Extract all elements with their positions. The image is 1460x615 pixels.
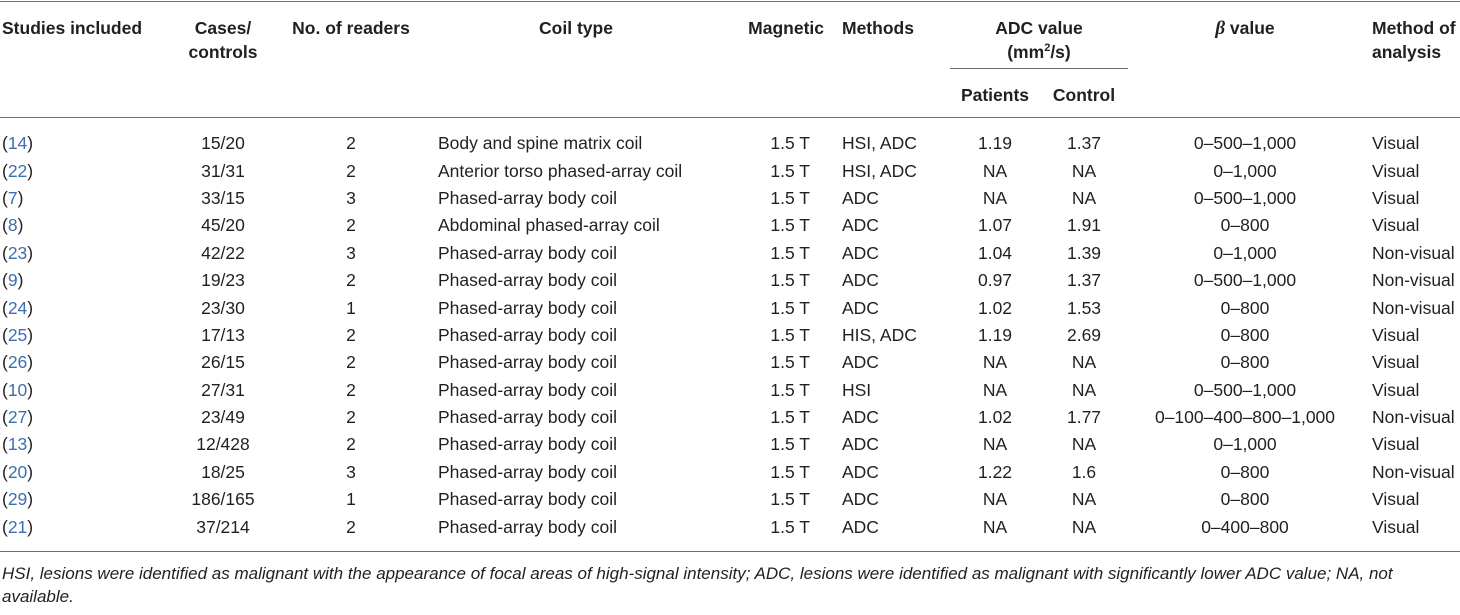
paren-open: ( (2, 324, 8, 345)
reference-link[interactable]: 26 (7, 352, 28, 373)
cell-adc-control: NA (1071, 187, 1097, 208)
cell-magnetic: 1.5 T (770, 297, 810, 318)
cell-methods: ADC (842, 270, 879, 291)
cell-study-ref[interactable] (0, 240, 172, 267)
cell-coil-type: Phased-array body coil (438, 461, 617, 482)
header-beta (1128, 2, 1362, 118)
cell-methods: HIS, ADC (842, 324, 917, 345)
cell-readers: 2 (346, 516, 356, 537)
cell-coil-type: Phased-array body coil (438, 270, 617, 291)
cell-magnetic: 1.5 T (770, 187, 810, 208)
header-analysis (1362, 2, 1460, 118)
header-magnetic: Magnetic (748, 18, 824, 38)
cell-study-ref[interactable] (0, 349, 172, 376)
header-adc-patients: Patients (960, 85, 1030, 105)
header-adc-unit-pre: (mm (1007, 42, 1045, 62)
cell-study-ref[interactable] (0, 267, 172, 294)
cell-beta-value: 0–800 (1220, 489, 1270, 510)
paren-open: ( (2, 215, 8, 236)
cell-study-ref[interactable] (0, 294, 172, 321)
paren-close: ) (27, 516, 34, 537)
cell-study-ref[interactable] (0, 157, 172, 184)
cell-adc-control: NA (1071, 160, 1097, 181)
cell-coil-type: Phased-array body coil (438, 434, 617, 455)
cell-coil-type: Body and spine matrix coil (438, 133, 643, 154)
paren-close: ) (27, 461, 34, 482)
cell-analysis-method: Non-visual (1372, 297, 1455, 318)
table-row (0, 240, 1460, 267)
cell-analysis-method: Visual (1372, 434, 1420, 455)
cell-methods: HSI, ADC (842, 133, 917, 154)
paren-open: ( (2, 407, 8, 428)
cell-adc-patients: NA (982, 352, 1008, 373)
cell-readers: 2 (346, 133, 356, 154)
table-row (0, 322, 1460, 349)
paren-open: ( (2, 379, 8, 400)
header-cases-line2: controls (188, 42, 258, 62)
cell-cases-controls: 12/428 (196, 434, 250, 455)
cell-study-ref[interactable] (0, 212, 172, 239)
cell-analysis-method: Non-visual (1372, 242, 1455, 263)
table-row (0, 118, 1460, 158)
header-adc-control: Control (1052, 85, 1116, 105)
cell-readers: 2 (346, 270, 356, 291)
cell-adc-patients: NA (982, 434, 1008, 455)
cell-cases-controls: 37/214 (196, 516, 250, 537)
paren-open: ( (2, 133, 8, 154)
cell-adc-control: NA (1071, 352, 1097, 373)
paren-close: ) (27, 489, 34, 510)
paren-close: ) (27, 242, 34, 263)
cell-analysis-method: Visual (1372, 187, 1420, 208)
header-adc-unit-sup: 2 (1044, 42, 1051, 55)
cell-beta-value: 0–100–400–800–1,000 (1154, 407, 1336, 428)
table-row (0, 157, 1460, 184)
paren-open: ( (2, 434, 8, 455)
cell-adc-control: NA (1071, 379, 1097, 400)
reference-link[interactable]: 14 (7, 133, 28, 154)
header-beta-symbol: β (1215, 18, 1226, 39)
cell-adc-control: 1.37 (1066, 270, 1102, 291)
header-studies: Studies included (2, 18, 143, 38)
cell-adc-patients: 1.02 (977, 407, 1013, 428)
cell-adc-patients: NA (982, 187, 1008, 208)
cell-coil-type: Phased-array body coil (438, 297, 617, 318)
paren-open: ( (2, 160, 8, 181)
cell-adc-patients: NA (982, 489, 1008, 510)
cell-analysis-method: Visual (1372, 324, 1420, 345)
cell-analysis-method: Visual (1372, 133, 1420, 154)
cell-analysis-method: Non-visual (1372, 270, 1455, 291)
paren-close: ) (17, 187, 24, 208)
reference-link[interactable]: 7 (7, 187, 18, 208)
cell-coil-type: Phased-array body coil (438, 187, 617, 208)
cell-study-ref[interactable] (0, 377, 172, 404)
cell-readers: 3 (346, 187, 356, 208)
table-row (0, 486, 1460, 513)
cell-coil-type: Phased-array body coil (438, 516, 617, 537)
table-row (0, 431, 1460, 458)
cell-readers: 1 (346, 297, 356, 318)
paren-close: ) (27, 352, 34, 373)
cell-adc-patients: 1.19 (977, 133, 1013, 154)
paren-close: ) (27, 324, 34, 345)
cell-cases-controls: 18/25 (201, 461, 245, 482)
cell-coil-type: Phased-array body coil (438, 242, 617, 263)
cell-beta-value: 0–500–1,000 (1193, 270, 1297, 291)
reference-link[interactable]: 22 (7, 160, 28, 181)
cell-magnetic: 1.5 T (770, 133, 810, 154)
cell-adc-control: 1.77 (1066, 407, 1102, 428)
table-body (0, 118, 1460, 552)
header-cases (172, 2, 274, 118)
header-analysis-line2: analysis (1372, 42, 1442, 62)
paren-open: ( (2, 461, 8, 482)
cell-magnetic: 1.5 T (770, 352, 810, 373)
cell-cases-controls: 19/23 (201, 270, 245, 291)
cell-methods: ADC (842, 407, 879, 428)
cell-coil-type: Phased-array body coil (438, 407, 617, 428)
reference-link[interactable]: 20 (7, 461, 28, 482)
cell-methods: ADC (842, 516, 879, 537)
cell-study-ref[interactable] (0, 185, 172, 212)
cell-analysis-method: Visual (1372, 215, 1420, 236)
header-adc-line1: ADC value (995, 18, 1083, 38)
cell-methods: ADC (842, 461, 879, 482)
paren-close: ) (17, 215, 24, 236)
cell-adc-control: 1.91 (1066, 215, 1102, 236)
cell-cases-controls: 17/13 (201, 324, 245, 345)
reference-link[interactable]: 21 (7, 516, 28, 537)
reference-link[interactable]: 25 (7, 324, 28, 345)
cell-analysis-method: Non-visual (1372, 461, 1455, 482)
table-row (0, 349, 1460, 376)
cell-coil-type: Phased-array body coil (438, 324, 617, 345)
cell-adc-patients: 1.19 (977, 324, 1013, 345)
table-row (0, 459, 1460, 486)
cell-magnetic: 1.5 T (770, 215, 810, 236)
cell-adc-control: 2.69 (1066, 324, 1102, 345)
cell-study-ref[interactable] (0, 322, 172, 349)
cell-methods: ADC (842, 242, 879, 263)
paren-close: ) (27, 133, 34, 154)
table-row (0, 404, 1460, 431)
header-analysis-line1: Method of (1372, 18, 1456, 38)
paren-close: ) (17, 270, 24, 291)
paren-close: ) (27, 434, 34, 455)
paren-open: ( (2, 242, 8, 263)
header-cases-line1: Cases/ (194, 18, 252, 38)
paren-close: ) (27, 407, 34, 428)
paren-close: ) (27, 160, 34, 181)
cell-beta-value: 0–800 (1220, 324, 1270, 345)
cell-analysis-method: Visual (1372, 352, 1420, 373)
cell-coil-type: Anterior torso phased-array coil (438, 160, 683, 181)
cell-adc-patients: 1.02 (977, 297, 1013, 318)
cell-methods: ADC (842, 352, 879, 373)
cell-study-ref[interactable] (0, 513, 172, 551)
cell-readers: 2 (346, 434, 356, 455)
cell-methods: ADC (842, 434, 879, 455)
cell-beta-value: 0–400–800 (1201, 516, 1289, 537)
cell-adc-control: 1.6 (1071, 461, 1097, 482)
header-readers: No. of readers (292, 18, 410, 38)
cell-cases-controls: 23/49 (201, 407, 245, 428)
cell-study-ref[interactable] (0, 431, 172, 458)
table-row (0, 377, 1460, 404)
cell-methods: HSI, ADC (842, 160, 917, 181)
cell-study-ref[interactable] (0, 459, 172, 486)
cell-beta-value: 0–1,000 (1213, 160, 1277, 181)
cell-readers: 2 (346, 379, 356, 400)
cell-adc-control: NA (1071, 434, 1097, 455)
reference-link[interactable]: 23 (7, 242, 28, 263)
cell-beta-value: 0–800 (1220, 461, 1270, 482)
header-beta-rest: value (1225, 18, 1275, 38)
reference-link[interactable]: 10 (7, 379, 28, 400)
paren-open: ( (2, 297, 8, 318)
table-row (0, 267, 1460, 294)
cell-methods: ADC (842, 489, 879, 510)
cell-cases-controls: 186/165 (191, 489, 255, 510)
cell-beta-value: 0–800 (1220, 297, 1270, 318)
paren-open: ( (2, 489, 8, 510)
reference-link[interactable]: 8 (7, 215, 18, 236)
cell-cases-controls: 45/20 (201, 215, 245, 236)
cell-magnetic: 1.5 T (770, 434, 810, 455)
cell-adc-control: NA (1071, 516, 1097, 537)
cell-beta-value: 0–800 (1220, 352, 1270, 373)
cell-study-ref[interactable] (0, 118, 172, 158)
cell-cases-controls: 33/15 (201, 187, 245, 208)
cell-coil-type: Phased-array body coil (438, 489, 617, 510)
paren-open: ( (2, 187, 8, 208)
cell-cases-controls: 23/30 (201, 297, 245, 318)
header-adc-value (950, 2, 1128, 69)
cell-methods: ADC (842, 187, 879, 208)
cell-magnetic: 1.5 T (770, 489, 810, 510)
cell-readers: 2 (346, 215, 356, 236)
header-coil: Coil type (539, 18, 613, 38)
cell-methods: ADC (842, 215, 879, 236)
cell-analysis-method: Visual (1372, 516, 1420, 537)
cell-beta-value: 0–500–1,000 (1193, 379, 1297, 400)
studies-table (0, 1, 1460, 552)
cell-adc-patients: NA (982, 379, 1008, 400)
cell-adc-patients: 1.22 (977, 461, 1013, 482)
cell-coil-type: Phased-array body coil (438, 352, 617, 373)
table-footnote: HSI, lesions were identified as malignant with the appearance of focal areas of high-signal intensity; ADC, lesions were identified as malignant with significantly lower ADC value; NA, not available. (2, 563, 1393, 606)
reference-link[interactable]: 24 (7, 297, 28, 318)
table-row (0, 185, 1460, 212)
cell-readers: 2 (346, 407, 356, 428)
cell-readers: 2 (346, 160, 356, 181)
paren-close: ) (27, 297, 34, 318)
cell-adc-control: 1.53 (1066, 297, 1102, 318)
cell-beta-value: 0–500–1,000 (1193, 133, 1297, 154)
reference-link[interactable]: 27 (7, 407, 28, 428)
table-row (0, 212, 1460, 239)
cell-magnetic: 1.5 T (770, 160, 810, 181)
cell-readers: 1 (346, 489, 356, 510)
cell-cases-controls: 27/31 (201, 379, 245, 400)
cell-readers: 3 (346, 242, 356, 263)
cell-adc-control: 1.39 (1066, 242, 1102, 263)
cell-cases-controls: 42/22 (201, 242, 245, 263)
paren-open: ( (2, 270, 8, 291)
paren-close: ) (27, 379, 34, 400)
cell-cases-controls: 31/31 (201, 160, 245, 181)
cell-magnetic: 1.5 T (770, 379, 810, 400)
cell-methods: HSI (842, 379, 872, 400)
cell-magnetic: 1.5 T (770, 407, 810, 428)
cell-readers: 3 (346, 461, 356, 482)
cell-magnetic: 1.5 T (770, 242, 810, 263)
cell-adc-patients: NA (982, 160, 1008, 181)
cell-analysis-method: Visual (1372, 489, 1420, 510)
cell-beta-value: 0–1,000 (1213, 242, 1277, 263)
cell-adc-control: 1.37 (1066, 133, 1102, 154)
header-methods: Methods (842, 18, 914, 38)
cell-beta-value: 0–1,000 (1213, 434, 1277, 455)
cell-readers: 2 (346, 352, 356, 373)
cell-beta-value: 0–800 (1220, 215, 1270, 236)
cell-analysis-method: Visual (1372, 379, 1420, 400)
cell-magnetic: 1.5 T (770, 324, 810, 345)
table-row (0, 294, 1460, 321)
cell-adc-patients: NA (982, 516, 1008, 537)
cell-beta-value: 0–500–1,000 (1193, 187, 1297, 208)
cell-analysis-method: Non-visual (1372, 407, 1455, 428)
cell-study-ref[interactable] (0, 486, 172, 513)
table-header (0, 2, 1460, 118)
cell-adc-patients: 1.04 (977, 242, 1013, 263)
cell-adc-patients: 0.97 (977, 270, 1013, 291)
reference-link[interactable]: 29 (7, 489, 28, 510)
cell-cases-controls: 26/15 (201, 352, 245, 373)
cell-analysis-method: Visual (1372, 160, 1420, 181)
cell-coil-type: Abdominal phased-array coil (438, 215, 660, 236)
cell-magnetic: 1.5 T (770, 516, 810, 537)
cell-readers: 2 (346, 324, 356, 345)
cell-magnetic: 1.5 T (770, 461, 810, 482)
cell-magnetic: 1.5 T (770, 270, 810, 291)
cell-study-ref[interactable] (0, 404, 172, 431)
cell-cases-controls: 15/20 (201, 133, 245, 154)
reference-link[interactable]: 13 (7, 434, 28, 455)
paren-open: ( (2, 352, 8, 373)
paren-open: ( (2, 516, 8, 537)
cell-methods: ADC (842, 297, 879, 318)
header-adc-unit-post: /s) (1050, 42, 1071, 62)
cell-coil-type: Phased-array body coil (438, 379, 617, 400)
cell-adc-control: NA (1071, 489, 1097, 510)
table-row (0, 513, 1460, 551)
cell-adc-patients: 1.07 (977, 215, 1013, 236)
reference-link[interactable]: 9 (7, 270, 18, 291)
